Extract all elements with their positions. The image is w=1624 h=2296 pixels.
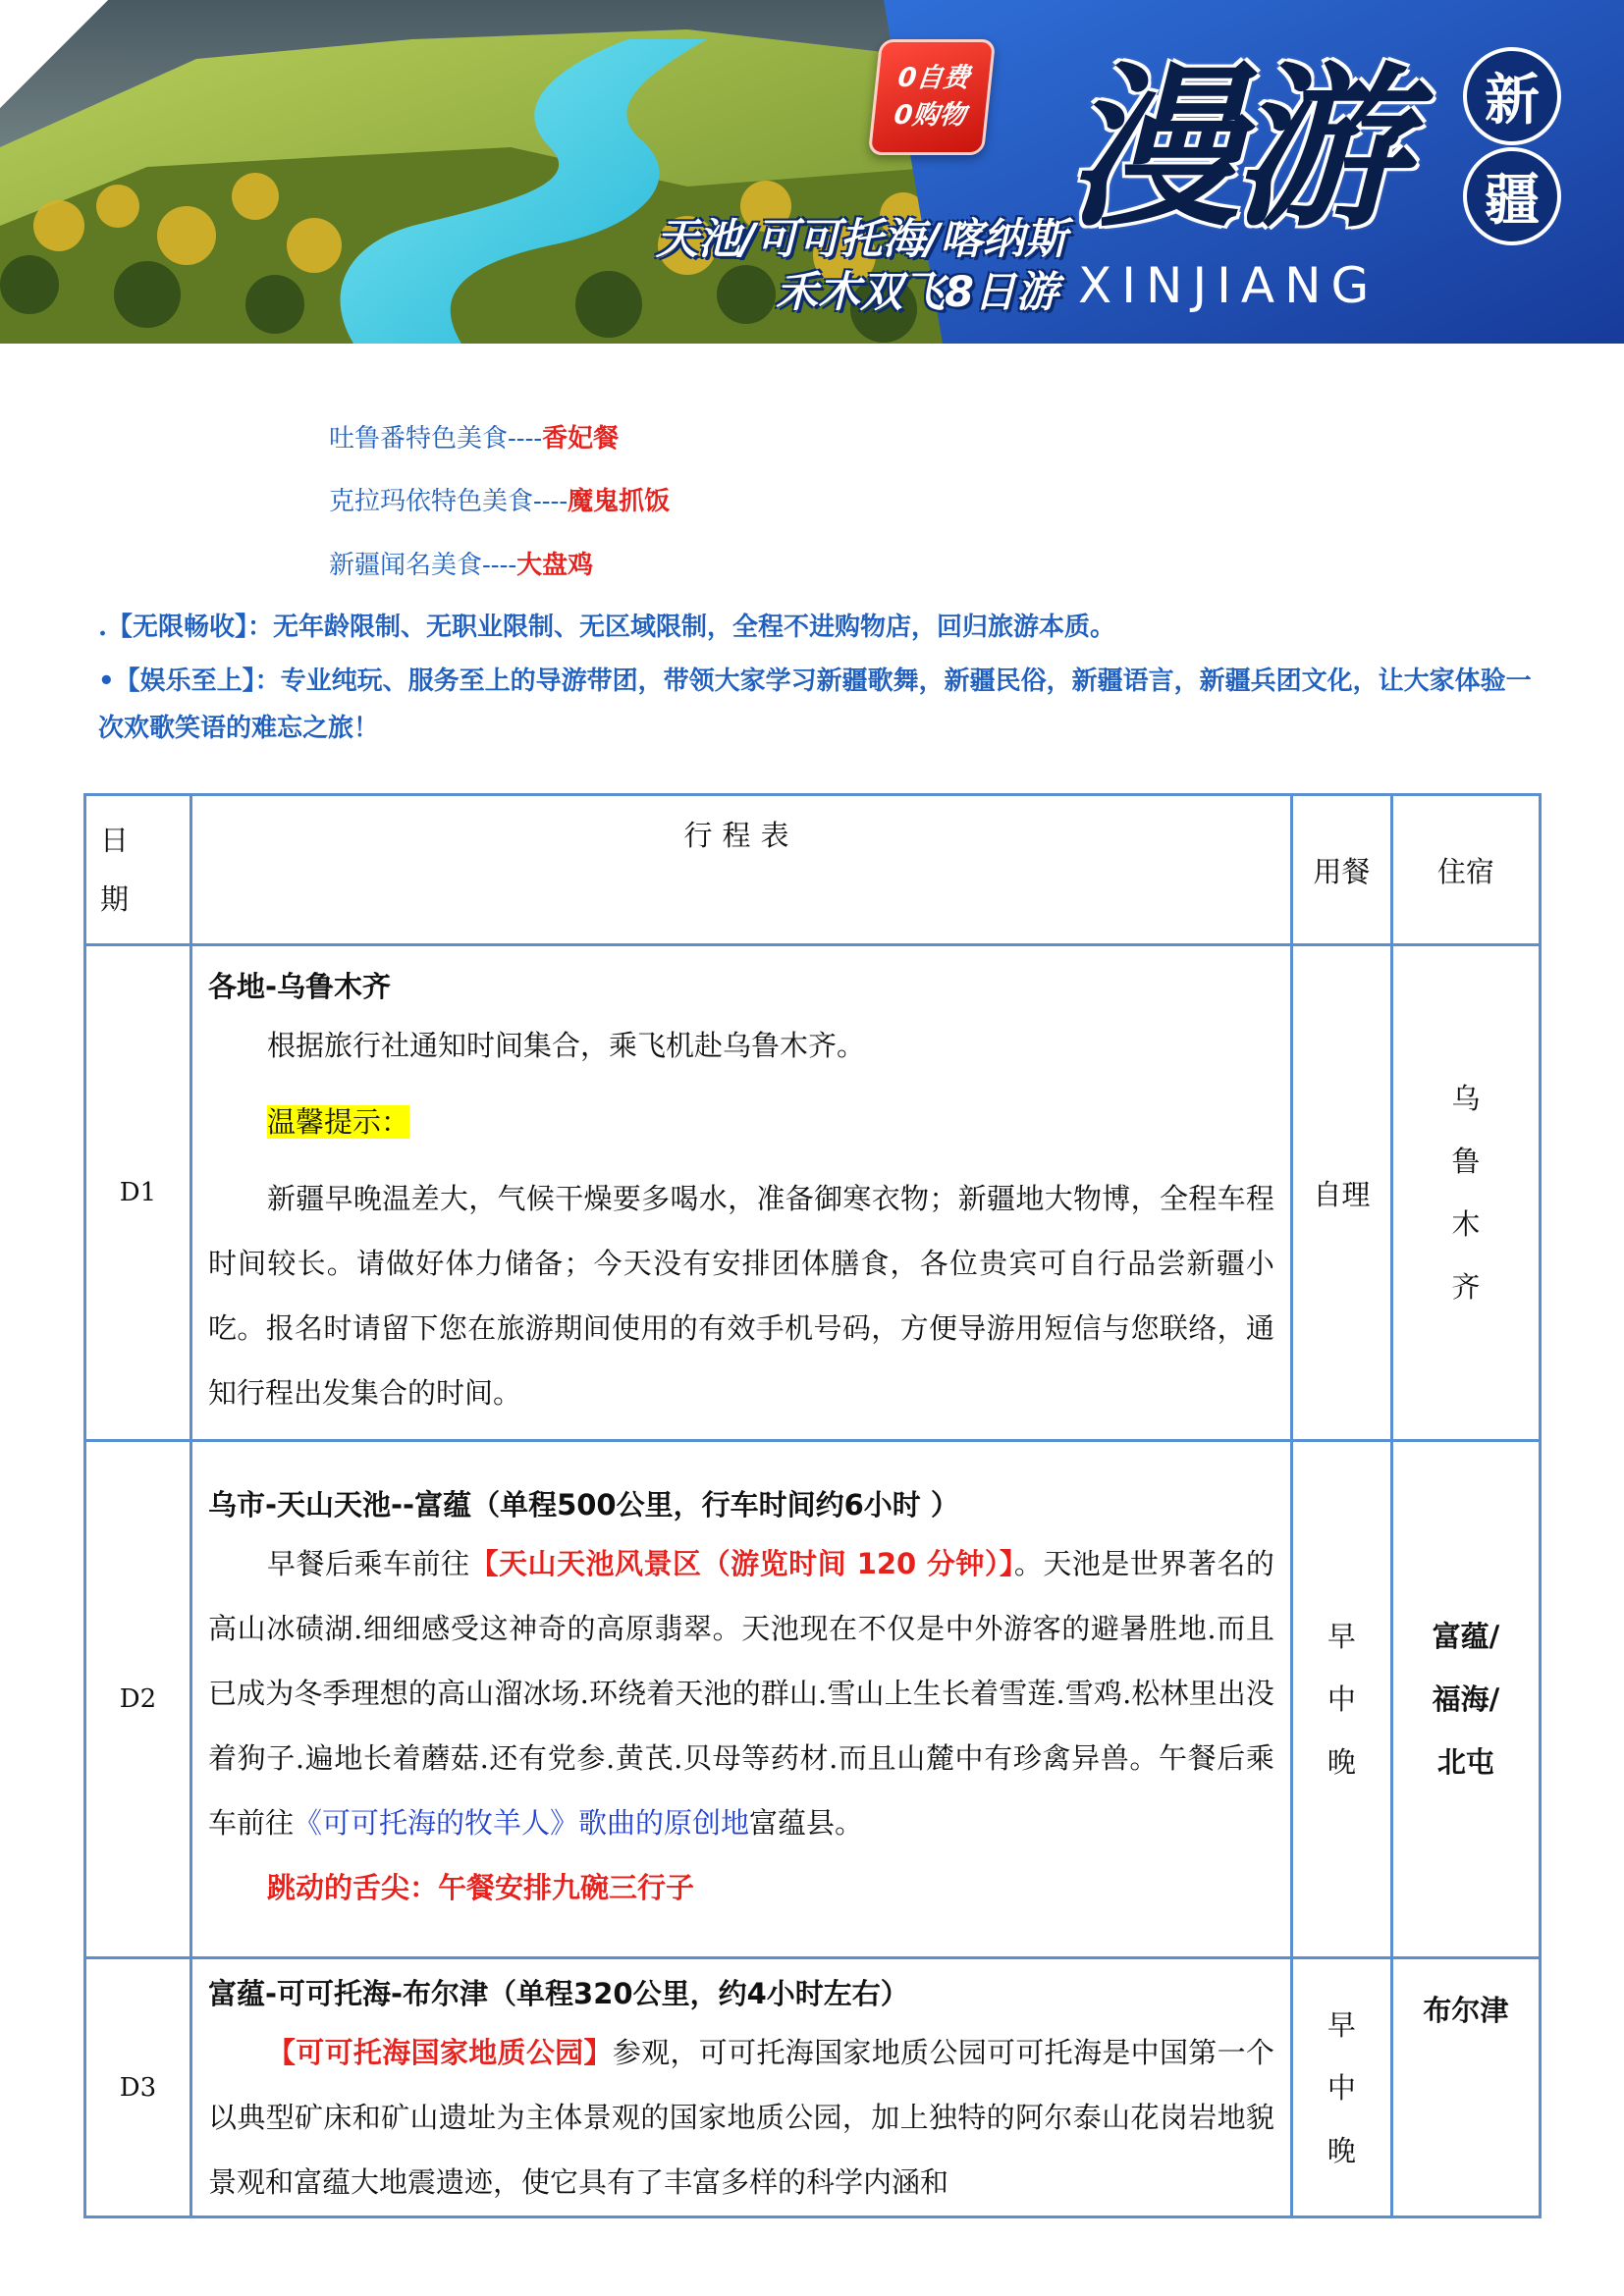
plan-cell — [190, 945, 1291, 1441]
food-item-1 — [329, 418, 619, 454]
scenic-spot-name: 【天山天池风景区（游览时间 120 分钟）】 — [469, 1547, 1014, 1580]
badge-line-1: 0自费 — [896, 63, 972, 93]
scenic-spot-name: 【可可托海国家地质公园】 — [266, 2035, 613, 2069]
header-day-2: 期 — [100, 882, 130, 916]
region-char-2: 疆 — [1463, 147, 1561, 245]
header-stay: 住宿 — [1391, 795, 1540, 945]
day-title: 乌市-天山天池--富蕴（单程500公里，行车时间约6小时 ） — [207, 1488, 959, 1522]
region-english: XINJIANG — [1078, 257, 1380, 314]
table-header-row — [85, 795, 1541, 945]
food-label: 克拉玛依特色美食---- — [329, 487, 568, 516]
day-text — [208, 2020, 1274, 2215]
plan-cell — [190, 1441, 1291, 1958]
header-plan: 行程表 — [190, 795, 1291, 945]
header-meal: 用餐 — [1291, 795, 1391, 945]
day-text-2: 新疆早晚温差大，气候干燥要多喝水，准备御寒衣物；新疆地大物博，全程车程时间较长。请做好体力储备；今天没有安排团体膳食，各位贵宾可自行品尝新疆小吃。报名时请留下您在旅游期间使用的有效手机号码，方便导游用短信与您联络，通知行程出发集合的时间。 — [207, 1182, 1274, 1410]
zero-fee-badge — [868, 39, 996, 155]
food-dish: 大盘鸡 — [516, 551, 594, 580]
table-row-d1 — [85, 945, 1541, 1441]
meal-cell: 自理 — [1291, 945, 1391, 1441]
meal-char: 晚 — [1326, 1745, 1356, 1779]
meal-cell — [1291, 1441, 1391, 1958]
meal-char: 早 — [1326, 2007, 1356, 2042]
table-row-d3 — [85, 1958, 1541, 2217]
food-label: 新疆闻名美食---- — [329, 551, 517, 580]
banner-subtitle-2: 禾木双飞8日游 — [776, 268, 1058, 317]
badge-line-2: 0购物 — [893, 100, 968, 131]
meal-char: 中 — [1326, 1682, 1356, 1716]
day-label: D1 — [85, 945, 191, 1441]
text-mid: 。天池是世界著名的高山冰碛湖.细细感受这神奇的高原翡翠。天池现在不仅是中外游客的避暑胜地.而且已成为冬季理想的高山溜冰场.环绕着天池的群山.雪山上生长着雪莲.雪鸡.松林里出没着狗子.遍地长着蘑菇.还有党参.黄芪.贝母等药材.而且山麓中有珍禽异兽。午餐后乘车前往 — [207, 1547, 1274, 1840]
meal-cell — [1291, 1958, 1391, 2217]
stay-cell — [1391, 1441, 1540, 1958]
stay-char: 齐 — [1451, 1270, 1481, 1304]
itinerary-table — [83, 793, 1542, 2218]
food-dish: 魔鬼抓饭 — [568, 487, 671, 516]
header-day-1: 日 — [100, 824, 130, 857]
stay-char: 乌 — [1451, 1082, 1481, 1115]
text-pre: 早餐后乘车前往 — [266, 1547, 470, 1580]
plan-cell — [190, 1958, 1291, 2217]
tip-label: 温馨提示： — [266, 1105, 409, 1139]
day-title: 富蕴-可可托海-布尔津（单程320公里，约4小时左右） — [207, 1976, 909, 2010]
food-note: 跳动的舌尖：午餐安排九碗三行子 — [266, 1871, 694, 1904]
banner-title: 漫游 — [1065, 47, 1399, 250]
food-dish: 香妃餐 — [542, 424, 620, 454]
text-rest: 参观，可可托海国家地质公园可可托海是中国第一个以典型矿床和矿山遗址为主体景观的国家地质公园，加上独特的阿尔泰山花岗岩地貌景观和富蕴大地震遗迹，使它具有了丰富多样的科学内涵和 — [207, 2035, 1274, 2199]
food-label: 吐鲁番特色美食---- — [329, 424, 543, 454]
header-day — [85, 795, 191, 945]
banner-subtitle-1: 天池/可可托海/喀纳斯 — [656, 215, 1067, 264]
tip-line — [208, 1078, 1274, 1166]
stay-cell — [1391, 945, 1540, 1441]
day-title: 各地-乌鲁木齐 — [207, 970, 392, 1003]
stay-line: 福海/ — [1432, 1682, 1500, 1716]
day-label: D2 — [85, 1441, 191, 1958]
day-text-1: 根据旅行社通知时间集合，乘飞机赴乌鲁木齐。 — [266, 1029, 865, 1062]
stay-line: 北屯 — [1436, 1745, 1494, 1779]
meal-char: 早 — [1326, 1620, 1356, 1653]
table-row-d2 — [85, 1441, 1541, 1958]
text-end: 富蕴县。 — [749, 1806, 864, 1840]
note-unlimited: .【无限畅收】：无年龄限制、无职业限制、无区域限制，全程不进购物店，回归旅游本质。 — [98, 613, 1116, 642]
meal-char: 中 — [1326, 2070, 1356, 2105]
food-item-3 — [329, 545, 593, 581]
meal-char: 晚 — [1326, 2133, 1356, 2167]
day-text — [208, 1531, 1274, 1855]
note-entertainment: •【娱乐至上】：专业纯玩、服务至上的导游带团，带领大家学习新疆歌舞，新疆民俗，新疆语言，新疆兵团文化，让大家体验一次欢歌笑语的难忘之旅！ — [98, 667, 1532, 743]
stay-char: 木 — [1451, 1207, 1481, 1241]
day-label: D3 — [85, 1958, 191, 2217]
stay-cell: 布尔津 — [1391, 1958, 1540, 2217]
header-banner — [0, 0, 1624, 344]
region-char-1: 新 — [1463, 47, 1561, 145]
food-item-2 — [329, 481, 670, 517]
stay-char: 鲁 — [1451, 1145, 1481, 1178]
song-origin: 《可可托海的牧羊人》歌曲的原创地 — [293, 1806, 749, 1840]
stay-line: 富蕴/ — [1432, 1620, 1500, 1653]
